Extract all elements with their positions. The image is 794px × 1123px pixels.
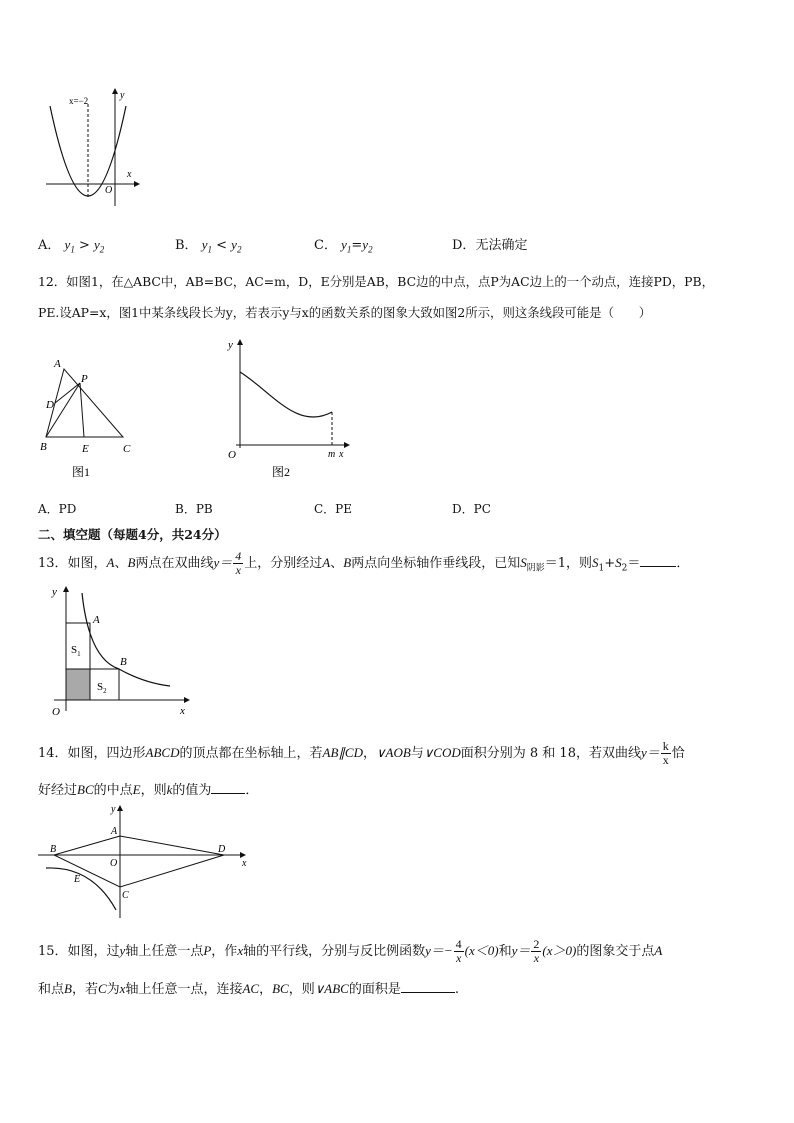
q13-fraction: $\frac{4}{x}$ bbox=[235, 549, 242, 577]
origin-label: O bbox=[52, 706, 60, 718]
q11-option-b[interactable]: B． $y_1 < y_2$ bbox=[175, 237, 242, 255]
label-b: B bbox=[50, 844, 57, 855]
label-a: A bbox=[54, 358, 61, 370]
x-label: x bbox=[127, 169, 132, 180]
q13-hyperbola-graph bbox=[44, 583, 194, 721]
y-axis-arrow bbox=[117, 805, 123, 811]
hyperbola-branch bbox=[46, 868, 116, 910]
q11-parabola-graph bbox=[40, 86, 140, 212]
y-axis-arrow bbox=[112, 88, 118, 94]
y-label: y bbox=[228, 339, 233, 351]
q12-figure-2 bbox=[222, 336, 352, 482]
q12-option-b[interactable]: B．PB bbox=[175, 502, 213, 516]
label-a: A bbox=[111, 826, 118, 837]
y-label: y bbox=[120, 90, 125, 101]
q15-fraction-2: $\frac{2}{x}$ bbox=[533, 937, 540, 965]
q12-figure-1 bbox=[36, 352, 140, 482]
axis-line-label: x=−2 bbox=[69, 96, 89, 106]
y-label: y bbox=[111, 804, 116, 815]
shaded-region bbox=[66, 669, 90, 700]
origin-label: O bbox=[228, 449, 236, 461]
label-c: C bbox=[123, 443, 131, 455]
q12-option-d[interactable]: D．PC bbox=[452, 502, 491, 516]
label-c: C bbox=[122, 890, 129, 901]
fig1-caption: 图1 bbox=[72, 465, 91, 479]
q11-option-a[interactable]: A． $y_1 > y_2$ bbox=[38, 237, 105, 255]
hyperbola-curve bbox=[82, 593, 170, 686]
fig2-caption: 图2 bbox=[272, 465, 291, 479]
q15-answer-blank[interactable] bbox=[401, 980, 455, 993]
label-b: B bbox=[120, 656, 127, 668]
x-label: x bbox=[242, 858, 247, 869]
q15-text-line2: 和点B，若C为x轴上任意一点，连接AC，BC，则∨ABC的面积是 . bbox=[38, 981, 459, 997]
function-curve bbox=[240, 372, 332, 417]
x-axis-arrow bbox=[134, 181, 140, 187]
origin-label: O bbox=[110, 858, 118, 869]
q14-answer-blank[interactable] bbox=[211, 781, 245, 794]
q12-text-line2: PE.设AP=x，图1中某条线段长为y，若表示y与x的函数关系的图象大致如图2所示，则这条线段可能是（ ） bbox=[38, 305, 652, 320]
label-e: E bbox=[74, 874, 81, 885]
q15-text-line1: 15．如图，过y轴上任意一点P，作x轴的平行线，分别与反比例函数y＝− $\frac{4}{x}$ (x＜0)和y＝ $\frac{2}{x}$ (x＞0)的图象交于点A bbox=[38, 937, 663, 965]
q14-quadrilateral-graph bbox=[34, 800, 256, 922]
section-heading: 二、填空题（每题4分，共24分） bbox=[38, 527, 227, 542]
q15-fraction-1: $\frac{4}{x}$ bbox=[455, 937, 462, 965]
m-label: m bbox=[328, 449, 336, 460]
x-axis-arrow bbox=[344, 442, 350, 448]
q12-option-c[interactable]: C．PE bbox=[314, 502, 353, 516]
q11-option-d[interactable]: D．无法确定 bbox=[452, 238, 528, 253]
q14-text-line1: 14．如图，四边形ABCD的顶点都在坐标轴上，若AB∥CD，∨AOB与∨COD面积分别为 8 和 18，若双曲线y＝ $\frac{k}{x}$ 恰 bbox=[38, 739, 685, 767]
y-label: y bbox=[52, 586, 57, 598]
x-label: x bbox=[339, 449, 344, 460]
label-d: D bbox=[46, 399, 54, 411]
x-axis-arrow bbox=[184, 697, 190, 703]
rect-s2 bbox=[90, 669, 119, 700]
y-axis-arrow bbox=[237, 339, 243, 345]
label-b: B bbox=[40, 441, 47, 453]
label-a: A bbox=[93, 614, 100, 626]
rect-s1 bbox=[66, 623, 90, 669]
origin-label: O bbox=[105, 185, 113, 196]
q12-text-line1: 12．如图1，在△ABC中，AB=BC，AC=m，D，E分别是AB，BC边的中点，点P为AC边上的一个动点，连接PD，PB， bbox=[38, 274, 714, 289]
q12-option-a[interactable]: A．PD bbox=[38, 502, 77, 516]
y-axis-arrow bbox=[63, 586, 69, 592]
segment-pd bbox=[55, 383, 80, 403]
label-p: P bbox=[81, 373, 88, 385]
q13-answer-blank[interactable] bbox=[640, 554, 676, 567]
q14-text-line2: 好经过BC的中点E，则k的值为 ． bbox=[38, 782, 259, 798]
label-s2: $S_2$ bbox=[97, 681, 107, 695]
q11-option-c[interactable]: C． $y_1=y_2$ bbox=[314, 237, 373, 255]
label-d: D bbox=[218, 844, 226, 855]
q13-text: 13．如图，A、B两点在双曲线y＝ $\frac{4}{x}$ 上，分别经过A、B两点向坐标轴作垂线段，已知$S_{阴影}=1$，则$S_1+S_2=$ ． bbox=[38, 549, 690, 577]
label-s1: $S_1$ bbox=[71, 644, 81, 658]
x-label: x bbox=[180, 705, 185, 717]
q14-fraction: $\frac{k}{x}$ bbox=[662, 739, 669, 767]
label-e: E bbox=[82, 443, 89, 455]
